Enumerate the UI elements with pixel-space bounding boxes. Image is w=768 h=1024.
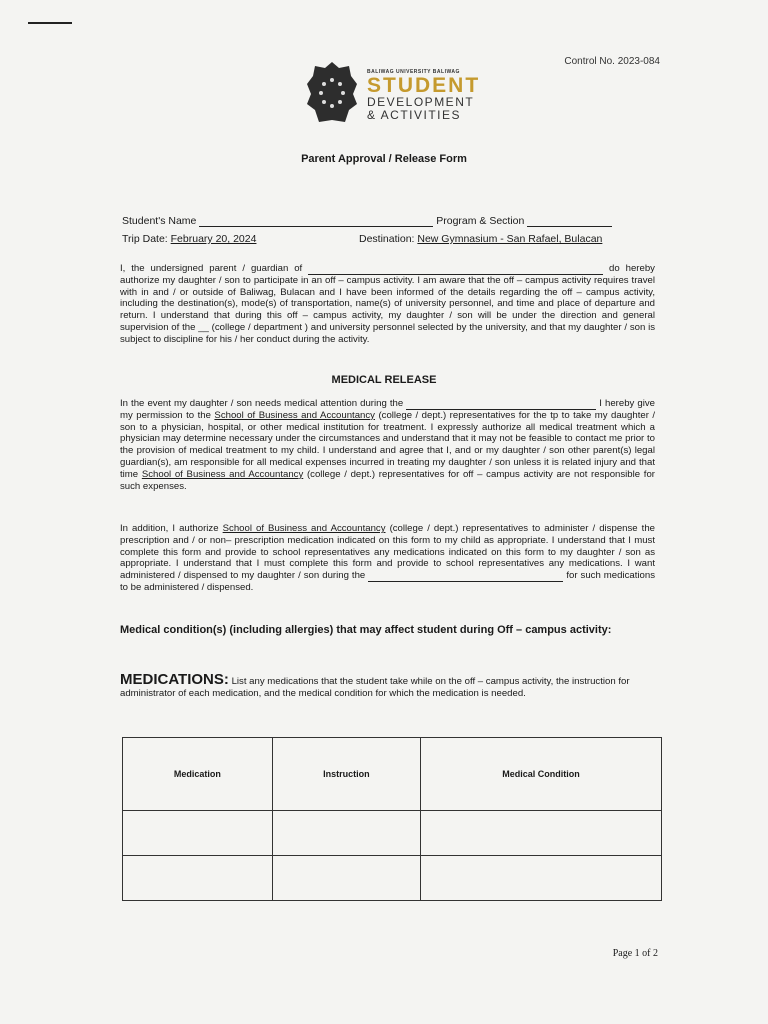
medications-section — [120, 671, 660, 700]
consent-paragraph — [120, 263, 655, 346]
page-number: Page 1 of 2 — [612, 948, 658, 959]
activity-field[interactable] — [406, 399, 596, 410]
medical-release-heading: MEDICAL RELEASE — [331, 374, 437, 386]
mr2-end: for such medications to be administered / dispensed. — [120, 570, 655, 593]
form-title: Parent Approval / Release Form — [301, 153, 467, 165]
student-name-row — [122, 215, 612, 227]
medication-period-field[interactable] — [368, 571, 563, 582]
student-name-field[interactable] — [199, 215, 433, 227]
mr2-body: (college / dept.) representatives to administer / dispense the prescription and / or non– prescription medication indicated on this form to my child as appropriate. I understand that I must complete this form and provide to school representatives any medications indicated on this form to my daughter / son as appropriate. I understand that I must complete this form and provide to school representatives any medications. I want administered / dispensed to my daughter / son during the — [120, 523, 656, 582]
shield-icon — [305, 60, 359, 130]
school-name: School of Business and Accountancy — [214, 409, 375, 421]
scan-mark — [28, 22, 72, 24]
header-instruction: Instruction — [272, 738, 420, 811]
table-cell[interactable] — [420, 856, 661, 901]
medications-table — [122, 737, 662, 901]
logo-university: BALIWAG UNIVERSITY BALIWAG — [367, 68, 460, 75]
medications-heading: MEDICATIONS: — [120, 671, 229, 688]
table-cell[interactable] — [123, 811, 273, 856]
medical-release-paragraph-2 — [120, 523, 655, 594]
table-header-row — [123, 738, 662, 811]
trip-date-row — [122, 233, 256, 245]
mr2-start: In addition, I authorize — [120, 523, 219, 534]
medications-text: List any medications that the student take while on the off – campus activity, the instruction for administrator of each medication, and the medical condition for which the medication is needed. — [120, 676, 630, 699]
table-cell[interactable] — [272, 811, 420, 856]
logo — [305, 60, 480, 130]
school-name-2: School of Business and Accountancy — [141, 468, 304, 480]
student-name-label: Student's Name — [122, 215, 197, 227]
mr-body: (college / dept.) representatives for the tp to take my daughter / son to a physician, hospital, or other medical institution for treatment. I expressly authorize all medical treatment which a physician may determine necessary under the circumstances and understand that it may not be feasible to contact me prior to the provision of medical treatment to my child. I understand and agree that I, and or my daughter / son other parent(s) legal guardian(s), am responsible for all medical expenses incurred in treating my daughter / son unless it is related injury and that time — [120, 409, 656, 480]
header-medication: Medication — [123, 738, 273, 811]
consent-start: I, the undersigned parent / guardian of — [120, 263, 303, 274]
table-cell[interactable] — [420, 811, 661, 856]
logo-student: STUDENT — [367, 73, 481, 97]
medical-conditions-label: Medical condition(s) (including allergies) that may affect student during Off – campus activity: — [120, 624, 612, 636]
table-row — [123, 811, 662, 856]
program-label: Program & Section — [436, 215, 525, 227]
trip-date-value: February 20, 2024 — [170, 233, 257, 245]
consent-body: hereby authorize my daughter / son to participate in an off – campus activity. I am aware that the off – campus activity requires travel with in and / or outside of Baliwag, Bulacan and I have been informed of the details regarding the off – campus activity, including the destination(s), mode(s) of transportation, name(s) of university personnel, and time and place of departure and return. I understand that during this off – campus activity, my daughter / son will be under the direction and general supervision of the __ (college / department ) and university personnel selected by the university, and that my daughter / son is subject to discipline for his / her conduct during the activity. — [120, 263, 655, 345]
table-cell[interactable] — [123, 856, 273, 901]
medical-release-paragraph-1 — [120, 398, 655, 492]
control-number: Control No. 2023-084 — [564, 56, 660, 67]
child-name-field[interactable] — [308, 264, 603, 275]
consent-do: do — [609, 263, 620, 274]
table-cell[interactable] — [272, 856, 420, 901]
logo-activities: & ACTIVITIES — [367, 107, 462, 122]
trip-date-label: Trip Date: — [122, 233, 168, 245]
header-medical-condition: Medical Condition — [420, 738, 661, 811]
mr-permission: I hereby give my permission to the — [120, 398, 655, 421]
program-field[interactable] — [527, 215, 612, 227]
logo-development: DEVELOPMENT — [367, 94, 475, 109]
destination-label: Destination: — [359, 233, 415, 245]
mr-end: (college / dept.) representatives for off – campus activity are not responsible for such expenses. — [120, 468, 655, 492]
mr-start: In the event my daughter / son needs medical attention during the — [120, 398, 404, 409]
destination-value: New Gymnasium - San Rafael, Bulacan — [417, 233, 603, 245]
table-row — [123, 856, 662, 901]
destination-row — [359, 233, 602, 245]
school-name-3: School of Business and Accountancy — [222, 523, 386, 534]
